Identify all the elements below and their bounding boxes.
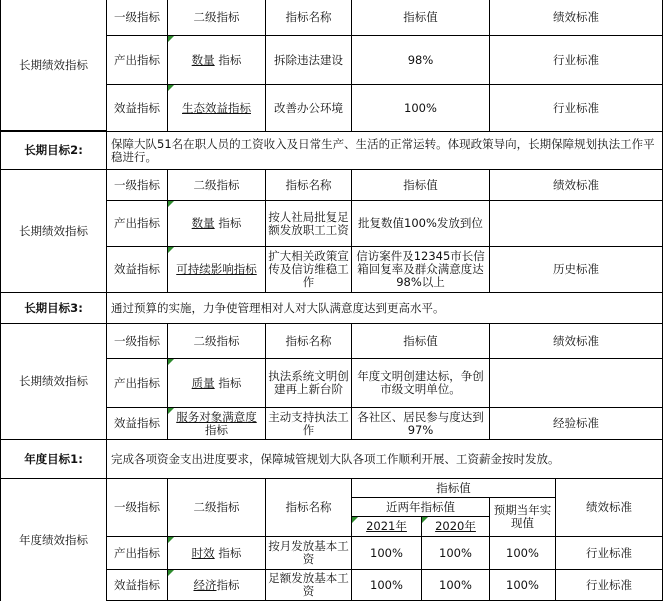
row-level1: 产出指标	[106, 358, 168, 408]
header-name: 指标名称	[265, 0, 352, 36]
row-level2: 服务对象满意度 指标	[167, 407, 266, 440]
row-value-expected: 100%	[489, 569, 556, 601]
header-value: 指标值	[351, 0, 490, 36]
row-value-expected: 100%	[489, 536, 556, 570]
row-value-2021: 100%	[351, 536, 422, 570]
goal-text: 保障大队51名在职人员的工资收入及日常生产、生活的正常运转。体现政策导向，长期保障规划执法工作平稳进行。	[106, 131, 663, 170]
row-level1: 效益指标	[106, 569, 168, 601]
row-level1: 效益指标	[106, 246, 168, 293]
header-level1: 一级指标	[106, 323, 168, 359]
row-indicator-value: 批复数值100%发放到位	[351, 200, 490, 247]
section-label: 年度绩效指标	[0, 478, 107, 601]
row-indicator-name: 主动支持执法工作	[265, 407, 352, 440]
row-indicator-name: 改善办公环境	[265, 84, 352, 132]
header-year-2020: 2020年	[421, 516, 490, 537]
header-name: 指标名称	[265, 169, 352, 201]
header-expected: 预期当年实现值	[489, 497, 556, 537]
row-indicator-name: 按月发放基本工资	[265, 536, 352, 570]
row-indicator-name: 按人社局批复足额发放职工工资	[265, 200, 352, 247]
row-indicator-value: 信访案件及12345市长信箱回复率及群众满意度达98%以上	[351, 246, 490, 293]
row-level1: 产出指标	[106, 200, 168, 247]
header-standard: 绩效标准	[489, 169, 663, 201]
row-level2: 数量 指标	[167, 35, 266, 85]
header-level1: 一级指标	[106, 0, 168, 36]
header-value: 指标值	[351, 323, 490, 359]
row-standard	[489, 200, 663, 247]
row-standard	[489, 358, 663, 408]
row-indicator-value: 年度文明创建达标，争创市级文明单位。	[351, 358, 490, 408]
header-value-group: 指标值	[351, 478, 556, 498]
row-level2: 可持续影响指标	[167, 246, 266, 293]
row-value-2020: 100%	[421, 536, 490, 570]
row-level1: 效益指标	[106, 84, 168, 132]
header-standard: 绩效标准	[489, 323, 663, 359]
header-level2: 二级指标	[167, 0, 266, 36]
row-indicator-value: 各社区、居民参与度达到97%	[351, 407, 490, 440]
row-standard: 行业标准	[555, 536, 663, 570]
row-level2: 数量 指标	[167, 200, 266, 247]
row-level2: 经济指标	[167, 569, 266, 601]
goal-text: 通过预算的实施，力争使管理相对人对大队满意度达到更高水平。	[106, 292, 663, 324]
row-level2: 时效 指标	[167, 536, 266, 570]
row-indicator-name: 执法系统文明创建再上新台阶	[265, 358, 352, 408]
row-level1: 效益指标	[106, 407, 168, 440]
goal-label: 长期目标3:	[0, 292, 107, 324]
header-level2: 二级指标	[167, 478, 266, 537]
row-indicator-name: 拆除违法建设	[265, 35, 352, 85]
header-level2: 二级指标	[167, 169, 266, 201]
row-level1: 产出指标	[106, 35, 168, 85]
goal-label: 年度目标1:	[0, 439, 107, 479]
row-level2: 生态效益指标	[167, 84, 266, 132]
header-recent-years: 近两年指标值	[351, 497, 490, 517]
section-label: 长期绩效指标	[0, 323, 107, 440]
header-standard: 绩效标准	[555, 478, 663, 537]
header-name: 指标名称	[265, 478, 352, 537]
header-level1: 一级指标	[106, 478, 168, 537]
row-indicator-value: 100%	[351, 84, 490, 132]
header-value: 指标值	[351, 169, 490, 201]
row-value-2021: 100%	[351, 569, 422, 601]
row-standard: 行业标准	[555, 569, 663, 601]
row-value-2020: 100%	[421, 569, 490, 601]
header-standard: 绩效标准	[489, 0, 663, 36]
header-level1: 一级指标	[106, 169, 168, 201]
goal-text: 完成各项资金支出进度要求，保障城管规划大队各项工作顺利开展、工资薪金按时发放。	[106, 439, 663, 479]
header-level2: 二级指标	[167, 323, 266, 359]
section-label: 长期绩效指标	[0, 169, 107, 293]
row-standard: 行业标准	[489, 35, 663, 85]
row-standard: 经验标准	[489, 407, 663, 440]
header-name: 指标名称	[265, 323, 352, 359]
row-standard: 行业标准	[489, 84, 663, 132]
section-label: 长期绩效指标	[0, 0, 107, 131]
row-level1: 产出指标	[106, 536, 168, 570]
row-indicator-value: 98%	[351, 35, 490, 85]
row-indicator-name: 扩大相关政策宣传及信访维稳工作	[265, 246, 352, 293]
row-level2: 质量 指标	[167, 358, 266, 408]
goal-label: 长期目标2:	[0, 131, 107, 170]
header-year-2021: 2021年	[351, 516, 422, 537]
row-standard: 历史标准	[489, 246, 663, 293]
row-indicator-name: 足额发放基本工资	[265, 569, 352, 601]
